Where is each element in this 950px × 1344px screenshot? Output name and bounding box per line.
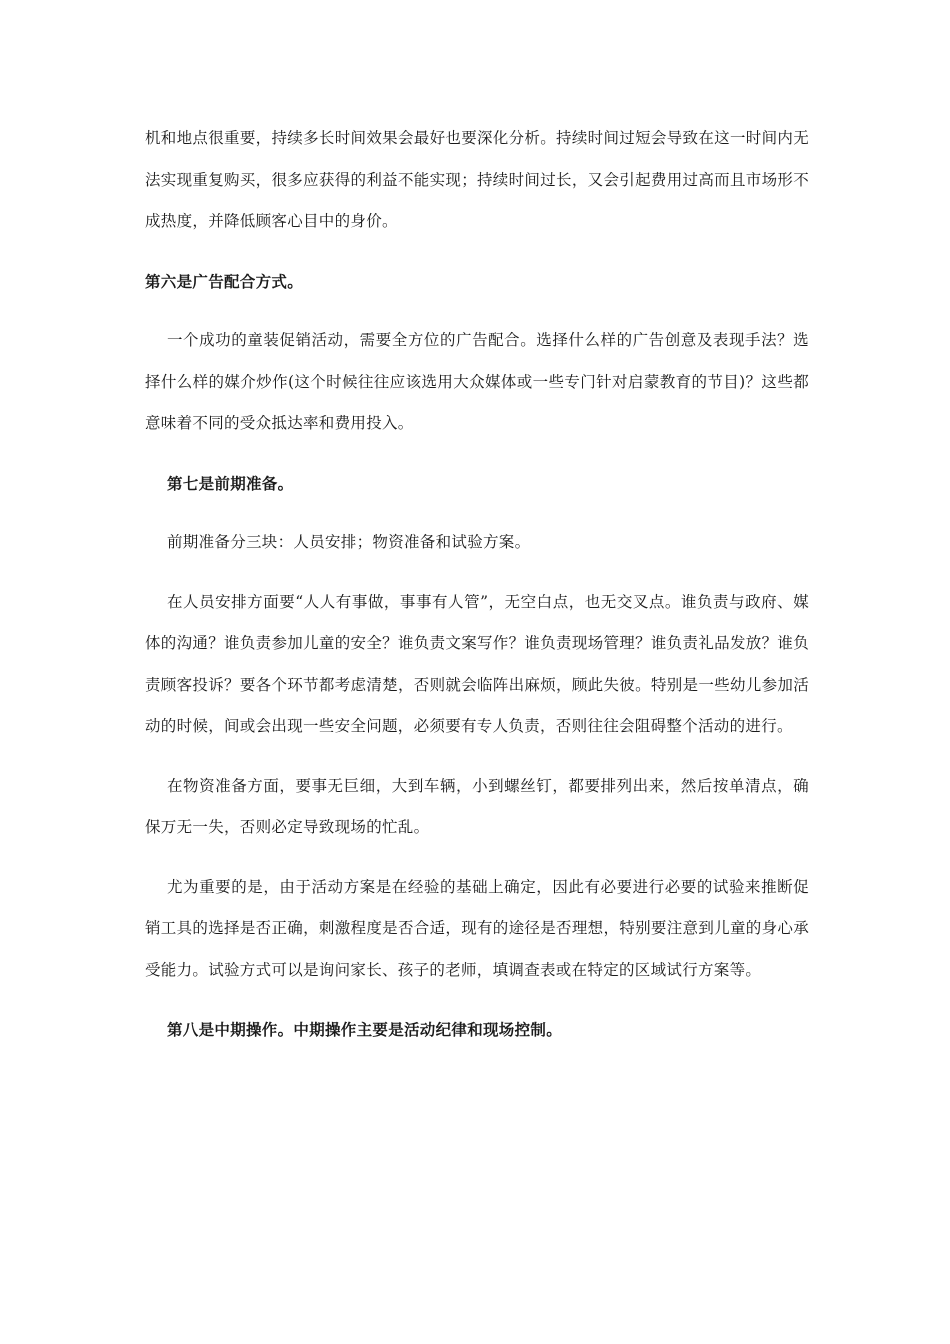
heading-advertising: 第六是广告配合方式。	[145, 271, 304, 291]
document-body	[145, 118, 809, 1051]
paragraph-materials: 在物资准备方面，要事无巨细，大到车辆，小到螺丝钉，都要排列出来，然后按单清点，确保万无一失，否则必定导致现场的忙乱。	[145, 776, 809, 836]
paragraph-staffing: 在人员安排方面要“人人有事做，事事有人管”，无空白点，也无交叉点。谁负责与政府、媒体的沟通？谁负责参加儿童的安全？谁负责文案写作？谁负责现场管理？谁负责礼品发放？谁负责顾客投诉？要各个环节都考虑清楚，否则就会临阵出麻烦，顾此失彼。特别是一些幼儿参加活动的时候，间或会出现一些安全问题，必须要有专人负责，否则往往会阻碍整个活动的进行。	[145, 592, 809, 735]
paragraph-advertising: 一个成功的童装促销活动，需要全方位的广告配合。选择什么样的广告创意及表现手法？选择什么样的媒介炒作(这个时候往往应该选用大众媒体或一些专门针对启蒙教育的节目)？这些都意味着不同的受众抵达率和费用投入。	[145, 331, 809, 432]
heading-preparation: 第七是前期准备。	[167, 473, 294, 493]
paragraph-trial-plan: 尤为重要的是，由于活动方案是在经验的基础上确定，因此有必要进行必要的试验来推断促销工具的选择是否正确，刺激程度是否合适，现有的途径是否理想，特别要注意到儿童的身心承受能力。试验方式可以是询问家长、孩子的老师，填调查表或在特定的区域试行方案等。	[145, 877, 809, 979]
heading-mid-operation: 第八是中期操作。中期操作主要是活动纪律和现场控制。	[167, 1020, 563, 1039]
paragraph-preparation-overview: 前期准备分三块：人员安排；物资准备和试验方案。	[167, 533, 531, 551]
paragraph-timing-duration: 机和地点很重要，持续多长时间效果会最好也要深化分析。持续时间过短会导致在这一时间内无法实现重复购买，很多应获得的利益不能实现；持续时间过长，又会引起费用过高而且市场形不成热度，并降低顾客心目中的身价。	[145, 129, 809, 230]
